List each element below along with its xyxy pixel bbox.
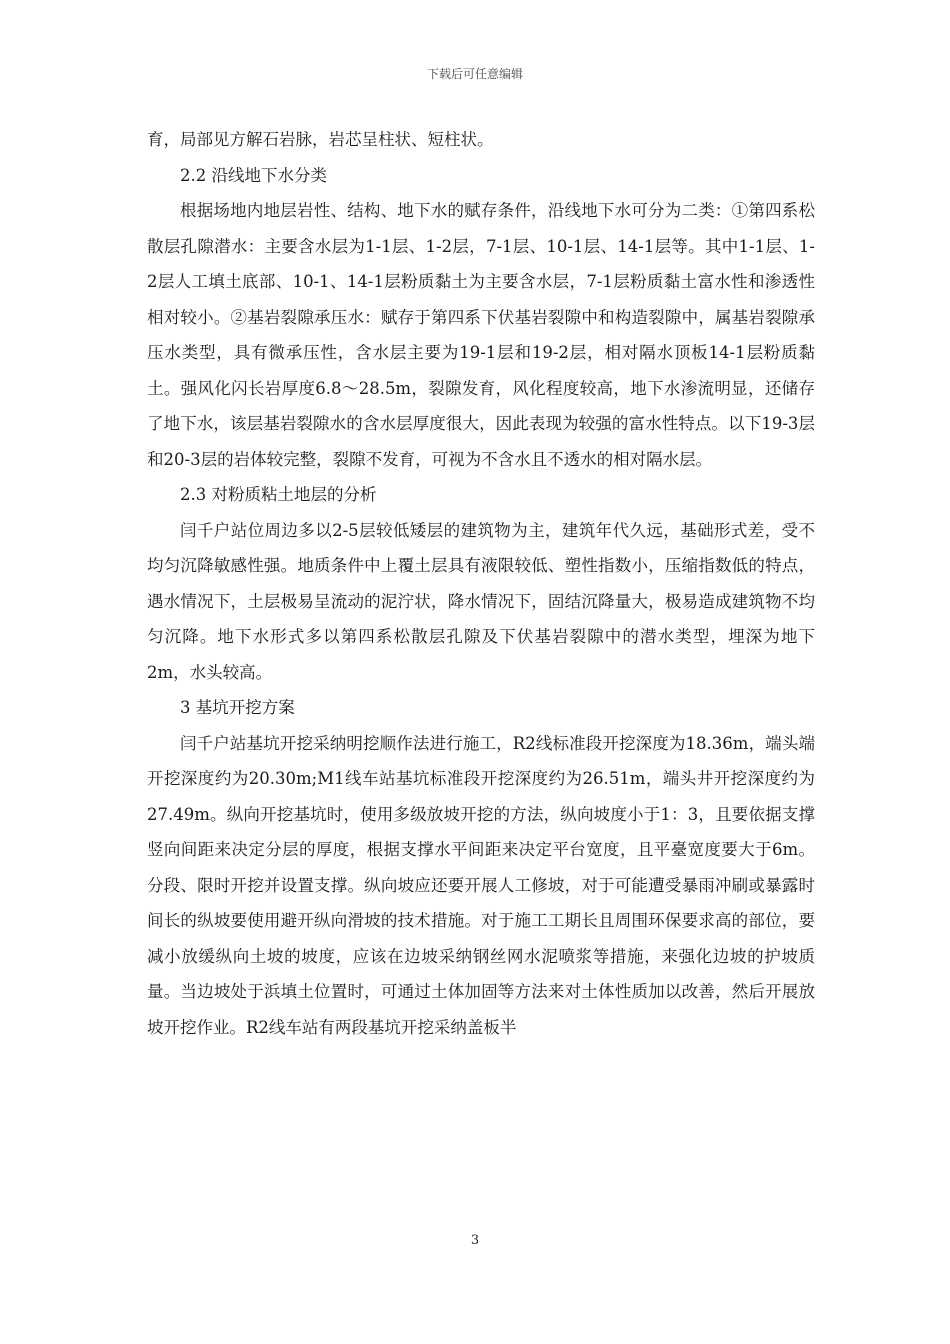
section-heading-2-3: 2.3 对粉质粘土地层的分析 [180,485,377,504]
section-heading-2-2: 2.2 沿线地下水分类 [180,165,327,185]
paragraph: 闫千户站位周边多以2-5层较低矮层的建筑物为主，建筑年代久远，基础形式差，受不均匀沉降敏感性强。地质条件中上覆土层具有液限较低、塑性指数小，压缩指数低的特点，遇水情况下，土层极易呈流动的泥泞状，降水情况下，固结沉降量大，极易造成建筑物不均匀沉降。地下水形式多以第四系松散层孔隙及下伏基岩裂隙中的潜水类型，埋深为地下2m，水头较高。 [147,520,815,682]
page-number: 3 [470,1233,480,1248]
document-body [147,122,815,1045]
page-header: 下载后可任意编辑 [426,67,523,81]
paragraph: 闫千户站基坑开挖采纳明挖顺作法进行施工，R2线标准段开挖深度为18.36m，端头端开挖深度约为20.30m;M1线车站基坑标准段开挖深度约为26.51m，端头井开挖深度约为27.49m。纵向开挖基坑时，使用多级放坡开挖的方法，纵向坡度小于1：3，且要依据支撑竖向间距来决定分层的厚度，根据支撑水平间距来决定平台宽度，且平臺宽度要大于6m。分段、限时开挖并设置支撑。纵向坡应还要开展人工修坡，对于可能遭受暴雨冲刷或暴露时间长的纵坡要使用避开纵向滑坡的技术措施。对于施工工期长且周围环保要求高的部位，要减小放缓纵向土坡的坡度，应该在边坡采纳钢丝网水泥喷浆等措施，来强化边坡的护坡质量。当边坡处于浜填土位置时，可通过土体加固等方法来对土体性质加以改善，然后开展放坡开挖作业。R2线车站有两段基坑开挖采纳盖板半 [147,733,815,1037]
paragraph: 根据场地内地层岩性、结构、地下水的赋存条件，沿线地下水可分为二类：①第四系松散层孔隙潜水：主要含水层为1-1层、1-2层，7-1层、10-1层、14-1层等。其中1-1层、1-2层人工填土底部、10-1、14-1层粉质黏土为主要含水层，7-1层粉质黏土富水性和渗透性相对较小。②基岩裂隙承压水：赋存于第四系下伏基岩裂隙中和构造裂隙中，属基岩裂隙承压水类型，具有微承压性，含水层主要为19-1层和19-2层，相对隔水顶板14-1层粉质黏土。强风化闪长岩厚度6.8～28.5m，裂隙发育，风化程度较高，地下水渗流明显，还储存了地下水，该层基岩裂隙水的含水层厚度很大，因此表现为较强的富水性特点。以下19-3层和20-3层的岩体较完整，裂隙不发育，可视为不含水且不透水的相对隔水层。 [147,201,815,469]
section-heading-3: 3 基坑开挖方案 [180,698,295,717]
paragraph: 育，局部见方解石岩脉，岩芯呈柱状、短柱状。 [147,130,494,149]
